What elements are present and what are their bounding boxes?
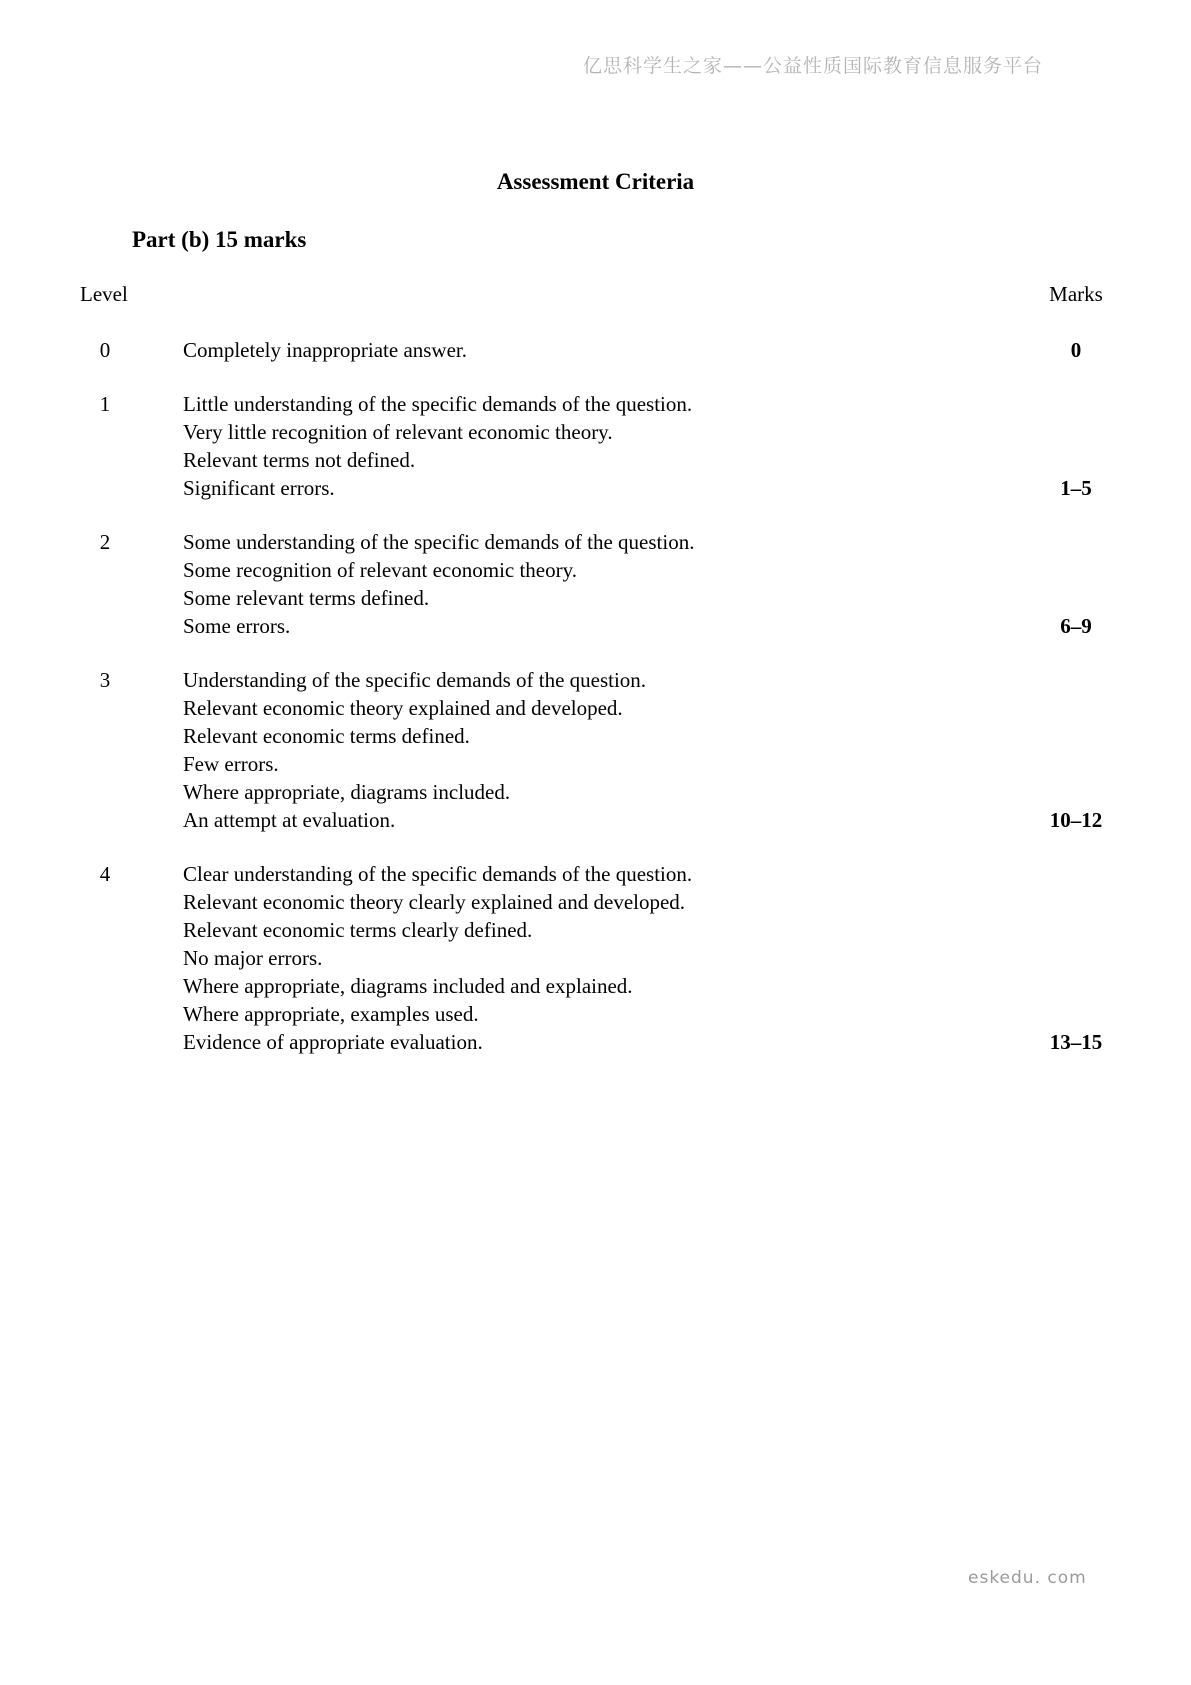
criteria-text [130,390,1016,502]
marks-value: 0 [1070,338,1082,362]
criteria-line: Some errors. [183,614,291,638]
marks-value: 1–5 [1060,476,1092,500]
criteria-line: Some recognition of relevant economic theory. [183,558,578,582]
criteria-text [130,666,1016,834]
footer-watermark-text: eskedu. com [968,1568,1087,1588]
table-header-row [0,280,1191,308]
section-heading: Part (b) 15 marks [132,227,307,252]
criteria-text [130,860,1016,1056]
marks-value: 13–15 [1049,1030,1103,1054]
criteria-line: Very little recognition of relevant economic theory. [183,420,613,444]
criteria-table [0,336,1191,1056]
level-number: 1 [99,392,111,416]
table-row [0,666,1191,834]
criteria-line: Little understanding of the specific demands of the question. [183,392,693,416]
level-number: 4 [99,862,111,886]
level-number: 2 [99,530,111,554]
header-watermark-text: 亿思科学生之家——公益性质国际教育信息服务平台 [582,55,1043,77]
criteria-text [130,336,1016,364]
page-title: Assessment Criteria [496,169,695,194]
table-row [0,336,1191,364]
criteria-line: Where appropriate, diagrams included and explained. [183,974,633,998]
criteria-text [130,528,1016,640]
criteria-line: Understanding of the specific demands of the question. [183,668,647,692]
criteria-line: Clear understanding of the specific demands of the question. [183,862,693,886]
marks-value: 6–9 [1060,614,1092,638]
criteria-line: Relevant economic theory explained and developed. [183,696,623,720]
table-row [0,390,1191,502]
level-number: 3 [99,668,111,692]
level-number: 0 [99,338,111,362]
criteria-line: Some relevant terms defined. [183,586,430,610]
criteria-line: Where appropriate, diagrams included. [183,780,511,804]
criteria-line: An attempt at evaluation. [183,808,396,832]
marks-column-header: Marks [1049,282,1103,306]
criteria-line: Few errors. [183,752,279,776]
criteria-line: Where appropriate, examples used. [183,1002,479,1026]
marks-value: 10–12 [1049,808,1103,832]
criteria-line: Relevant economic theory clearly explained and developed. [183,890,686,914]
criteria-line: Evidence of appropriate evaluation. [183,1030,483,1054]
level-column-header: Level [80,282,128,306]
criteria-line: Completely inappropriate answer. [183,338,468,362]
criteria-line: Significant errors. [183,476,335,500]
table-row [0,528,1191,640]
criteria-line: No major errors. [183,946,323,970]
criteria-line: Relevant economic terms clearly defined. [183,918,533,942]
table-row [0,860,1191,1056]
criteria-line: Relevant economic terms defined. [183,724,470,748]
criteria-line: Relevant terms not defined. [183,448,416,472]
criteria-column-spacer [130,280,1016,308]
criteria-line: Some understanding of the specific demands of the question. [183,530,695,554]
